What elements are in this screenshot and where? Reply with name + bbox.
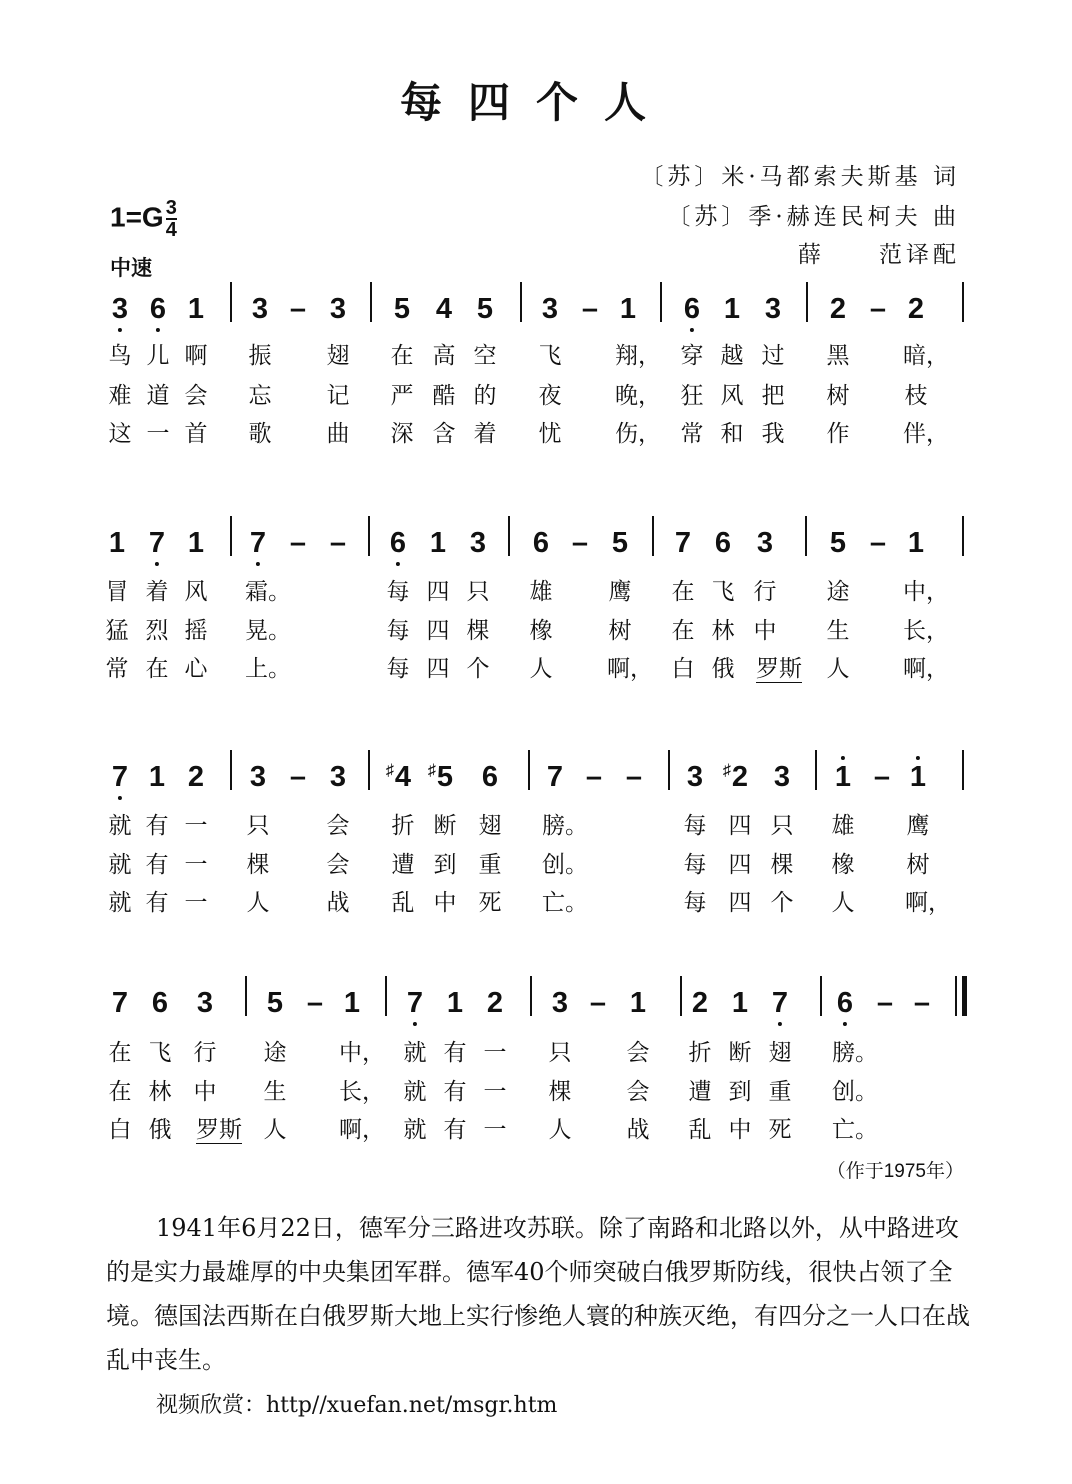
- lyric-syllable: 棵: [466, 618, 490, 644]
- note: 6: [837, 986, 853, 1020]
- low-octave-dot: [690, 328, 694, 332]
- lyric-syllable: 人: [263, 1117, 287, 1143]
- lyric-syllable: 四: [728, 890, 752, 916]
- lyric-syllable: 中: [433, 890, 457, 916]
- note: 6: [714, 527, 732, 559]
- lyric-syllable: 暗，: [903, 343, 949, 369]
- lyric-syllable: 狂: [680, 383, 704, 409]
- note: 6: [151, 987, 169, 1019]
- lyric-syllable: 中: [753, 618, 777, 644]
- lyric-syllable: 高: [432, 343, 456, 369]
- note: 3: [112, 292, 128, 326]
- lyric-syllable: 四: [426, 656, 450, 682]
- lyric-syllable: 途: [263, 1040, 287, 1066]
- barline: [385, 976, 387, 1016]
- note: –: [913, 987, 931, 1019]
- barline: [508, 516, 510, 556]
- lyric-syllable: 歌: [248, 421, 272, 447]
- lyric-syllable: 上。: [245, 656, 291, 682]
- lyric-syllable: 断: [433, 813, 457, 839]
- note: –: [329, 527, 347, 559]
- lyric-syllable: 翅: [768, 1040, 792, 1066]
- note: 3: [756, 527, 774, 559]
- lyric-syllable: 乱: [391, 890, 415, 916]
- lyric-syllable: 飞: [711, 579, 735, 605]
- note: 7: [112, 760, 128, 794]
- lyric-syllable: 乱: [688, 1117, 712, 1143]
- lyric-syllable: 飞: [148, 1040, 172, 1066]
- lyric-syllable: 在: [671, 618, 695, 644]
- lyric-syllable: 创。: [542, 852, 588, 878]
- note: 5 ♯: [437, 760, 453, 794]
- note: –: [306, 987, 324, 1019]
- lyric-syllable: 飞: [538, 343, 562, 369]
- note: 5: [611, 527, 629, 559]
- lyric-syllable: 猛: [105, 618, 129, 644]
- barline: [815, 750, 817, 790]
- low-octave-dot: [396, 562, 400, 566]
- lyric-syllable: 翅: [326, 343, 350, 369]
- lyric-syllable: 含: [432, 421, 456, 447]
- lyric-syllable: 越: [720, 343, 744, 369]
- note: –: [869, 293, 887, 325]
- lyric-syllable: 个: [770, 890, 794, 916]
- note: 1: [148, 761, 166, 793]
- lyric-syllable: 树: [826, 383, 850, 409]
- lyric-syllable: 晚，: [615, 383, 661, 409]
- lyric-syllable: 黑: [826, 343, 850, 369]
- lyric-syllable: 罗斯: [196, 1117, 242, 1143]
- lyric-syllable: 俄: [148, 1117, 172, 1143]
- lyric-syllable: 俄: [711, 656, 735, 682]
- note: 3: [196, 987, 214, 1019]
- note: 3: [469, 527, 487, 559]
- lyric-syllable: 生: [263, 1079, 287, 1105]
- lyric-syllable: 心: [184, 656, 208, 682]
- barline: [368, 750, 370, 790]
- barline: [230, 750, 232, 790]
- note: 1: [910, 760, 926, 794]
- note: –: [585, 761, 603, 793]
- lyric-syllable: 雄: [529, 579, 553, 605]
- lyric-syllable: 枝: [904, 383, 928, 409]
- composer-credit: 〔苏〕季·赫连民柯夫 曲: [667, 204, 960, 230]
- lyric-syllable: 常: [680, 421, 704, 447]
- lyric-syllable: 四: [728, 813, 752, 839]
- note: 6: [684, 292, 700, 326]
- lyric-syllable: 伴，: [903, 421, 949, 447]
- lyric-syllable: 啊，: [903, 656, 949, 682]
- barline: [528, 750, 530, 790]
- lyric-syllable: 长，: [903, 618, 949, 644]
- lyric-syllable: 道: [146, 383, 170, 409]
- barline: [520, 282, 522, 322]
- lyric-syllable: 就: [108, 813, 132, 839]
- lyric-syllable: 会: [326, 813, 350, 839]
- lyric-syllable: 忧: [538, 421, 562, 447]
- lyric-syllable: 只: [770, 813, 794, 839]
- barline: [962, 516, 964, 556]
- composition-date: （作于1975年）: [826, 1161, 964, 1182]
- lyric-syllable: 严: [390, 383, 414, 409]
- lyric-syllable: 有: [145, 890, 169, 916]
- lyric-syllable: 有: [443, 1079, 467, 1105]
- lyric-syllable: 中: [193, 1079, 217, 1105]
- tempo-marking: 中速: [110, 255, 152, 280]
- note: 3: [251, 293, 269, 325]
- lyric-syllable: 难: [108, 383, 132, 409]
- lyric-syllable: 有: [443, 1117, 467, 1143]
- lyric-syllable: 着: [473, 421, 497, 447]
- note: 5: [476, 293, 494, 325]
- lyric-syllable: 白: [108, 1117, 132, 1143]
- lyric-syllable: 作: [826, 421, 850, 447]
- song-title: 每四个人: [399, 78, 672, 127]
- lyricist-credit: 〔苏〕米·马都索夫斯基 词: [640, 164, 960, 190]
- lyric-syllable: 林: [711, 618, 735, 644]
- lyric-syllable: 风: [720, 383, 744, 409]
- note: –: [876, 987, 894, 1019]
- lyric-syllable: 橡: [831, 852, 855, 878]
- lyric-syllable: 摇: [184, 618, 208, 644]
- lyric-syllable: 人: [548, 1117, 572, 1143]
- lyric-syllable: 雄: [831, 813, 855, 839]
- note: –: [289, 293, 307, 325]
- barline: [660, 282, 662, 322]
- lyric-syllable: 到: [728, 1079, 752, 1105]
- lyric-syllable: 就: [108, 852, 132, 878]
- lyric-syllable: 振: [248, 343, 272, 369]
- low-octave-dot: [155, 562, 159, 566]
- lyric-syllable: 啊，: [607, 656, 653, 682]
- barline: [680, 976, 682, 1016]
- barline: [962, 282, 964, 322]
- lyric-syllable: 有: [145, 852, 169, 878]
- sharp-sign: ♯: [722, 762, 731, 779]
- note: 5: [393, 293, 411, 325]
- lyric-syllable: 折: [391, 813, 415, 839]
- note: 7: [674, 527, 692, 559]
- barline: [806, 282, 808, 322]
- note: 2: [691, 987, 709, 1019]
- low-octave-dot: [156, 328, 160, 332]
- note: –: [873, 761, 891, 793]
- lyric-syllable: 的: [473, 383, 497, 409]
- lyric-syllable: 中，: [339, 1040, 385, 1066]
- lyric-syllable: 亡。: [542, 890, 588, 916]
- lyric-syllable: 橡: [529, 618, 553, 644]
- note: –: [625, 761, 643, 793]
- lyric-syllable: 把: [761, 383, 785, 409]
- lyric-syllable: 人: [529, 656, 553, 682]
- lyric-syllable: 会: [326, 852, 350, 878]
- note: –: [869, 527, 887, 559]
- note: 1: [187, 293, 205, 325]
- high-octave-dot: [916, 756, 920, 760]
- lyric-syllable: 霜。: [245, 579, 291, 605]
- barline: [230, 282, 232, 322]
- lyric-syllable: 在: [671, 579, 695, 605]
- lyric-syllable: 创。: [832, 1079, 878, 1105]
- lyric-syllable: 翔，: [615, 343, 661, 369]
- lyric-syllable: 一: [483, 1040, 507, 1066]
- lyric-syllable: 会: [626, 1079, 650, 1105]
- lyric-syllable: 啊: [184, 343, 208, 369]
- lyric-syllable: 断: [728, 1040, 752, 1066]
- note: 3: [329, 761, 347, 793]
- lyric-syllable: 行: [753, 579, 777, 605]
- lyric-syllable: 啊，: [905, 890, 951, 916]
- lyric-syllable: 会: [184, 383, 208, 409]
- lyric-syllable: 人: [831, 890, 855, 916]
- note: –: [571, 527, 589, 559]
- low-octave-dot: [118, 796, 122, 800]
- lyric-syllable: 啊，: [339, 1117, 385, 1143]
- time-bottom: 4: [165, 219, 177, 241]
- note: 1: [835, 760, 851, 794]
- lyric-syllable: 死: [478, 890, 502, 916]
- sharp-sign: ♯: [427, 762, 436, 779]
- lyric-syllable: 一: [483, 1079, 507, 1105]
- lyric-syllable: 一: [184, 813, 208, 839]
- note: 3: [764, 293, 782, 325]
- lyric-syllable: 曲: [326, 421, 350, 447]
- note: 7: [772, 986, 788, 1020]
- note: 4 ♯: [395, 760, 411, 794]
- lyric-syllable: 深: [390, 421, 414, 447]
- note: 1: [907, 527, 925, 559]
- lyric-syllable: 折: [688, 1040, 712, 1066]
- note: 6: [390, 526, 406, 560]
- note: 3: [773, 761, 791, 793]
- note: 5: [829, 527, 847, 559]
- lyric-syllable: 生: [826, 618, 850, 644]
- lyric-syllable: 棵: [548, 1079, 572, 1105]
- lyric-syllable: 个: [466, 656, 490, 682]
- lyric-syllable: 晃。: [245, 618, 291, 644]
- note: 7: [149, 526, 165, 560]
- lyric-syllable: 棵: [770, 852, 794, 878]
- background-paragraph: 1941年6月22日，德军分三路进攻苏联。除了南路和北路以外，从中路进攻的是实力最雄厚的中央集团军群。德军40个师突破白俄罗斯防线，很快占领了全境。德国法西斯在白俄罗斯大地上实行惨绝人寰的种族灭绝，有四分之一人口在战乱中丧生。: [106, 1214, 970, 1374]
- note: 3: [329, 293, 347, 325]
- lyric-syllable: 战: [626, 1117, 650, 1143]
- lyric-syllable: 每: [683, 813, 707, 839]
- video-link[interactable]: 视频欣赏：http//xuefan.net/msgr.htm: [156, 1393, 558, 1418]
- lyric-syllable: 冒: [105, 579, 129, 605]
- lyric-syllable: 到: [433, 852, 457, 878]
- lyric-syllable: 遭: [391, 852, 415, 878]
- lyric-syllable: 每: [683, 890, 707, 916]
- lyric-syllable: 一: [184, 852, 208, 878]
- note: 2: [907, 293, 925, 325]
- lyric-syllable: 罗斯: [756, 656, 802, 682]
- lyric-syllable: 鸟: [108, 343, 132, 369]
- barline: [962, 750, 964, 790]
- note: 7: [407, 986, 423, 1020]
- final-barline: [962, 976, 967, 1016]
- lyric-syllable: 一: [483, 1117, 507, 1143]
- note: 3: [551, 987, 569, 1019]
- lyric-syllable: 有: [443, 1040, 467, 1066]
- lyric-syllable: 在: [108, 1040, 132, 1066]
- note: 1: [723, 293, 741, 325]
- lyric-syllable: 这: [108, 421, 132, 447]
- note: 3: [686, 761, 704, 793]
- note: 7: [546, 761, 564, 793]
- low-octave-dot: [843, 1022, 847, 1026]
- translator-credit: 薛 范译配: [798, 242, 960, 268]
- time-top: 3: [165, 197, 177, 219]
- lyric-syllable: 棵: [246, 852, 270, 878]
- lyric-syllable: 在: [108, 1079, 132, 1105]
- note: 6: [481, 761, 499, 793]
- lyric-syllable: 重: [478, 852, 502, 878]
- lyric-syllable: 四: [426, 579, 450, 605]
- lyric-syllable: 途: [826, 579, 850, 605]
- lyric-syllable: 每: [386, 656, 410, 682]
- lyric-syllable: 常: [105, 656, 129, 682]
- lyric-syllable: 和: [720, 421, 744, 447]
- lyric-syllable: 树: [906, 852, 930, 878]
- lyric-syllable: 酷: [432, 383, 456, 409]
- lyric-syllable: 夜: [538, 383, 562, 409]
- lyric-syllable: 只: [548, 1040, 572, 1066]
- note: –: [289, 527, 307, 559]
- lyric-syllable: 膀。: [832, 1040, 878, 1066]
- lyric-syllable: 只: [246, 813, 270, 839]
- lyric-syllable: 鹰: [608, 579, 632, 605]
- lyric-syllable: 一: [184, 890, 208, 916]
- lyric-syllable: 树: [608, 618, 632, 644]
- lyric-syllable: 鹰: [906, 813, 930, 839]
- lyric-syllable: 行: [193, 1040, 217, 1066]
- lyric-syllable: 在: [145, 656, 169, 682]
- note: 1: [108, 527, 126, 559]
- note: 1: [446, 987, 464, 1019]
- lyric-syllable: 烈: [145, 618, 169, 644]
- lyric-syllable: 伤，: [615, 421, 661, 447]
- key: 1=G: [110, 201, 164, 233]
- note: 2: [187, 761, 205, 793]
- lyric-syllable: 风: [184, 579, 208, 605]
- barline: [820, 976, 822, 1016]
- barline: [805, 516, 807, 556]
- note: 7: [250, 526, 266, 560]
- lyric-syllable: 过: [761, 343, 785, 369]
- note: 1: [343, 987, 361, 1019]
- lyric-syllable: 着: [145, 579, 169, 605]
- lyric-syllable: 遭: [688, 1079, 712, 1105]
- lyric-syllable: 林: [148, 1079, 172, 1105]
- lyric-syllable: 四: [426, 618, 450, 644]
- lyric-syllable: 记: [326, 383, 350, 409]
- barline: [652, 516, 654, 556]
- lyric-syllable: 战: [326, 890, 350, 916]
- note: 3: [541, 293, 559, 325]
- lyric-syllable: 空: [473, 343, 497, 369]
- lyric-syllable: 忘: [248, 383, 272, 409]
- key-signature: [110, 198, 177, 240]
- lyric-syllable: 翅: [478, 813, 502, 839]
- note: 6: [150, 292, 166, 326]
- low-octave-dot: [413, 1022, 417, 1026]
- note: 3: [249, 761, 267, 793]
- lyric-syllable: 中，: [903, 579, 949, 605]
- lyric-syllable: 穿: [680, 343, 704, 369]
- lyric-syllable: 每: [386, 579, 410, 605]
- low-octave-dot: [118, 328, 122, 332]
- lyric-syllable: 中: [728, 1117, 752, 1143]
- lyric-syllable: 只: [466, 579, 490, 605]
- barline: [368, 516, 370, 556]
- note: 6: [532, 527, 550, 559]
- sharp-sign: ♯: [385, 762, 394, 779]
- lyric-syllable: 人: [246, 890, 270, 916]
- high-octave-dot: [841, 756, 845, 760]
- lyric-syllable: 四: [728, 852, 752, 878]
- lyric-syllable: 就: [403, 1117, 427, 1143]
- lyric-syllable: 每: [386, 618, 410, 644]
- note: 7: [111, 987, 129, 1019]
- lyric-syllable: 在: [390, 343, 414, 369]
- lyric-syllable: 死: [768, 1117, 792, 1143]
- lyric-syllable: 每: [683, 852, 707, 878]
- lyric-syllable: 亡。: [832, 1117, 878, 1143]
- note: –: [581, 293, 599, 325]
- note: 2 ♯: [732, 760, 748, 794]
- barline: [370, 282, 372, 322]
- note: 1: [629, 987, 647, 1019]
- note: 2: [486, 987, 504, 1019]
- low-octave-dot: [778, 1022, 782, 1026]
- lyric-syllable: 就: [403, 1040, 427, 1066]
- note: 5: [266, 987, 284, 1019]
- note: 2: [829, 293, 847, 325]
- lyric-syllable: 长，: [339, 1079, 385, 1105]
- lyric-syllable: 人: [826, 656, 850, 682]
- lyric-syllable: 我: [761, 421, 785, 447]
- time-signature: [166, 198, 177, 240]
- lyric-syllable: 就: [108, 890, 132, 916]
- lyric-syllable: 膀。: [542, 813, 588, 839]
- lyric-syllable: 儿: [146, 343, 170, 369]
- note: 1: [731, 987, 749, 1019]
- lyric-syllable: 首: [184, 421, 208, 447]
- barline: [230, 516, 232, 556]
- note: 1: [187, 527, 205, 559]
- note: 1: [619, 293, 637, 325]
- lyric-syllable: 会: [626, 1040, 650, 1066]
- lyric-syllable: 有: [145, 813, 169, 839]
- low-octave-dot: [256, 562, 260, 566]
- note: –: [289, 761, 307, 793]
- note: 4: [435, 293, 453, 325]
- note: 1: [429, 527, 447, 559]
- lyric-syllable: 一: [146, 421, 170, 447]
- note: –: [589, 987, 607, 1019]
- lyric-syllable: 就: [403, 1079, 427, 1105]
- lyric-syllable: 白: [671, 656, 695, 682]
- barline: [530, 976, 532, 1016]
- barline: [668, 750, 670, 790]
- barline: [245, 976, 247, 1016]
- lyric-syllable: 重: [768, 1079, 792, 1105]
- final-barline: [955, 976, 957, 1016]
